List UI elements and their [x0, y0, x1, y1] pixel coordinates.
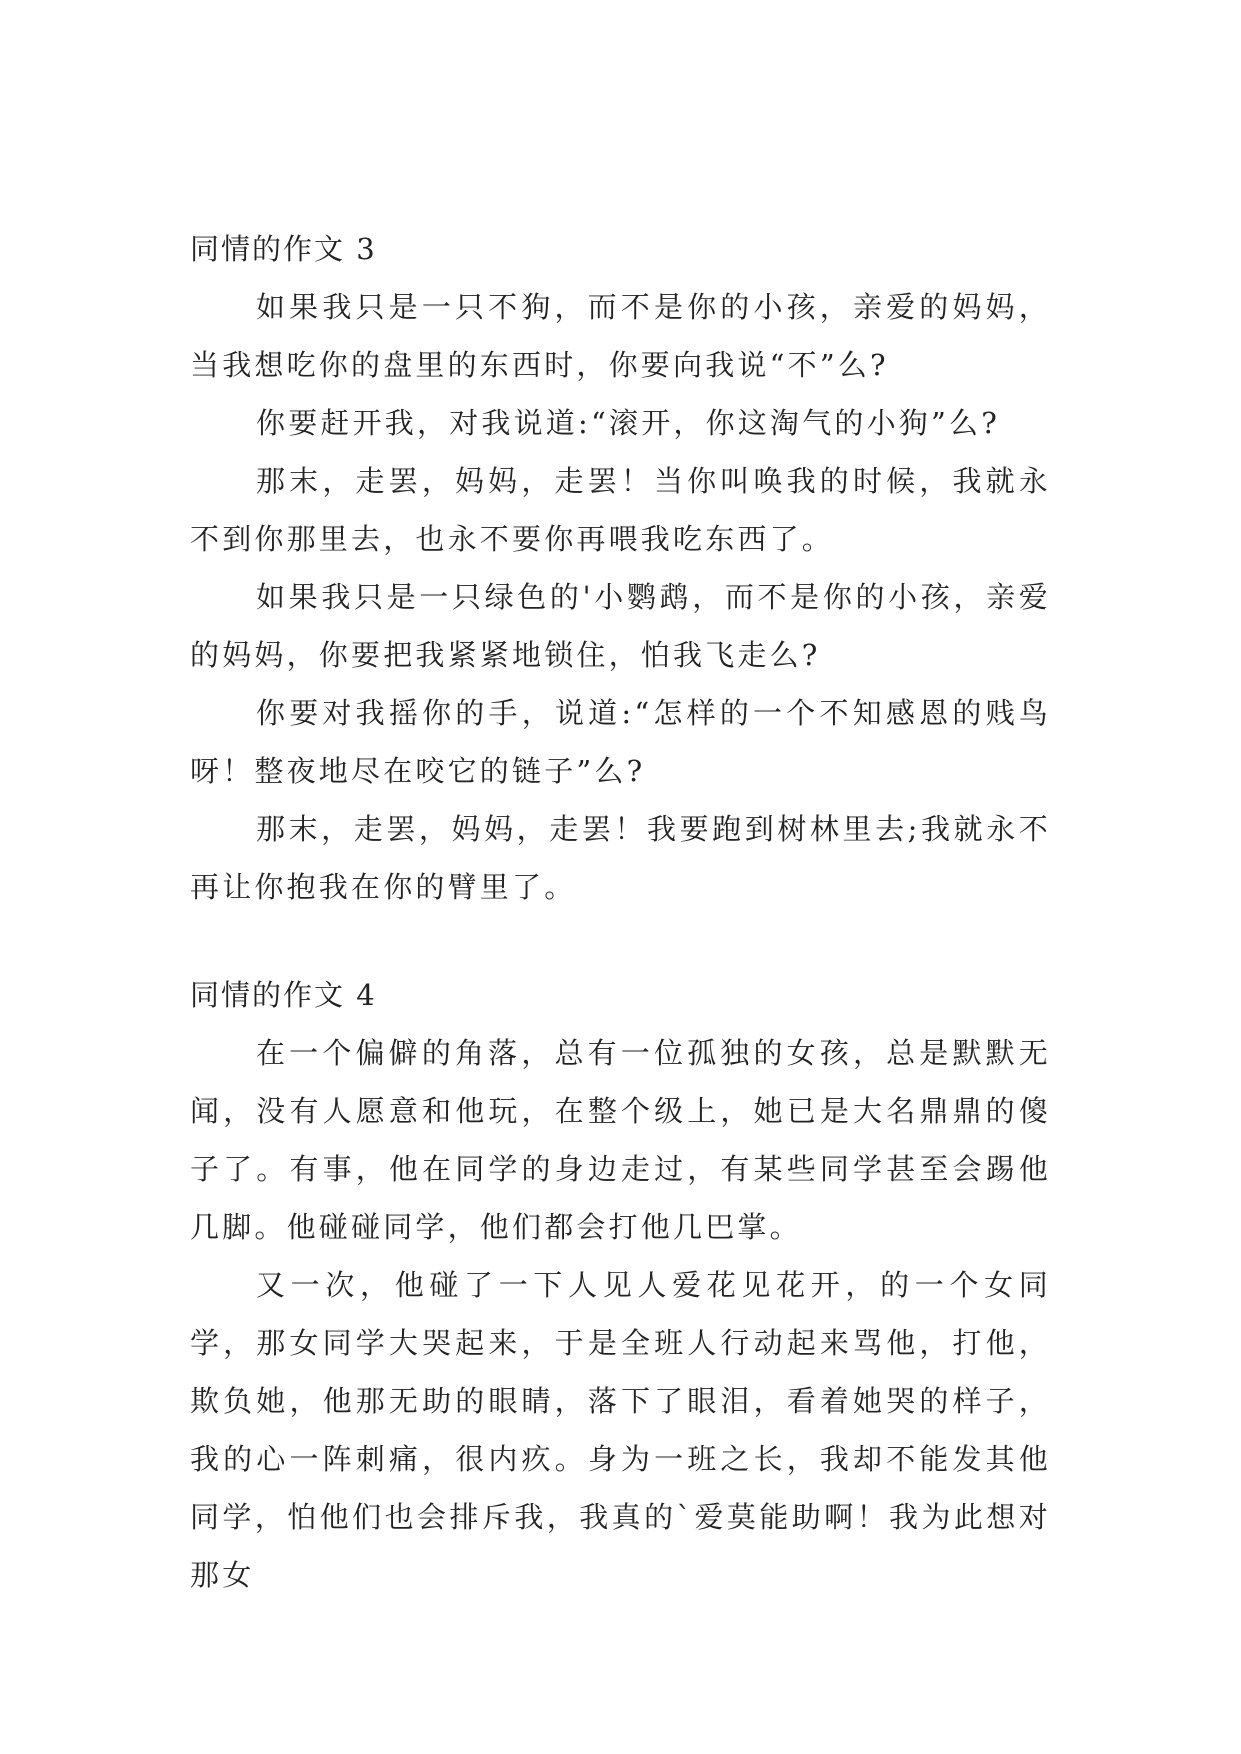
section-title: 同情的作文 4 — [190, 978, 377, 1012]
section-gap — [190, 916, 1051, 966]
paragraph: 那末，走罢，妈妈，走罢！当你叫唤我的时候，我就永不到你那里去，也永不要你再喂我吃东西了。 — [190, 464, 1051, 556]
paragraph: 如果我只是一只绿色的'小鹦鹉，而不是你的小孩，亲爱的妈妈，你要把我紧紧地锁住，怕我飞走么? — [190, 580, 1051, 672]
paragraph: 那末，走罢，妈妈，走罢！我要跑到树林里去;我就永不再让你抱我在你的臂里了。 — [190, 812, 1051, 904]
section-4 — [190, 966, 1051, 1604]
paragraph: 在一个偏僻的角落，总有一位孤独的女孩，总是默默无闻，没有人愿意和他玩，在整个级上，她已是大名鼎鼎的傻子了。有事，他在同学的身边走过，有某些同学甚至会踢他几脚。他碰碰同学，他们都会打他几巴掌。 — [190, 1036, 1051, 1244]
document-page — [190, 220, 1051, 1604]
section-3 — [190, 220, 1051, 916]
paragraph: 如果我只是一只不狗，而不是你的小孩，亲爱的妈妈，当我想吃你的盘里的东西时，你要向我说“不”么? — [190, 290, 1051, 382]
section-title: 同情的作文 3 — [190, 232, 377, 266]
paragraph: 又一次，他碰了一下人见人爱花见花开，的一个女同学，那女同学大哭起来，于是全班人行动起来骂他，打他，欺负她，他那无助的眼睛，落下了眼泪，看着她哭的样子，我的心一阵刺痛，很内疚。身为一班之长，我却不能发其他同学，怕他们也会排斥我，我真的`爱莫能助啊！我为此想对那女 — [190, 1268, 1051, 1592]
paragraph: 你要赶开我，对我说道:“滚开，你这淘气的小狗”么? — [256, 406, 1000, 440]
paragraph: 你要对我摇你的手，说道:“怎样的一个不知感恩的贱鸟呀！整夜地尽在咬它的链子”么? — [190, 696, 1051, 788]
